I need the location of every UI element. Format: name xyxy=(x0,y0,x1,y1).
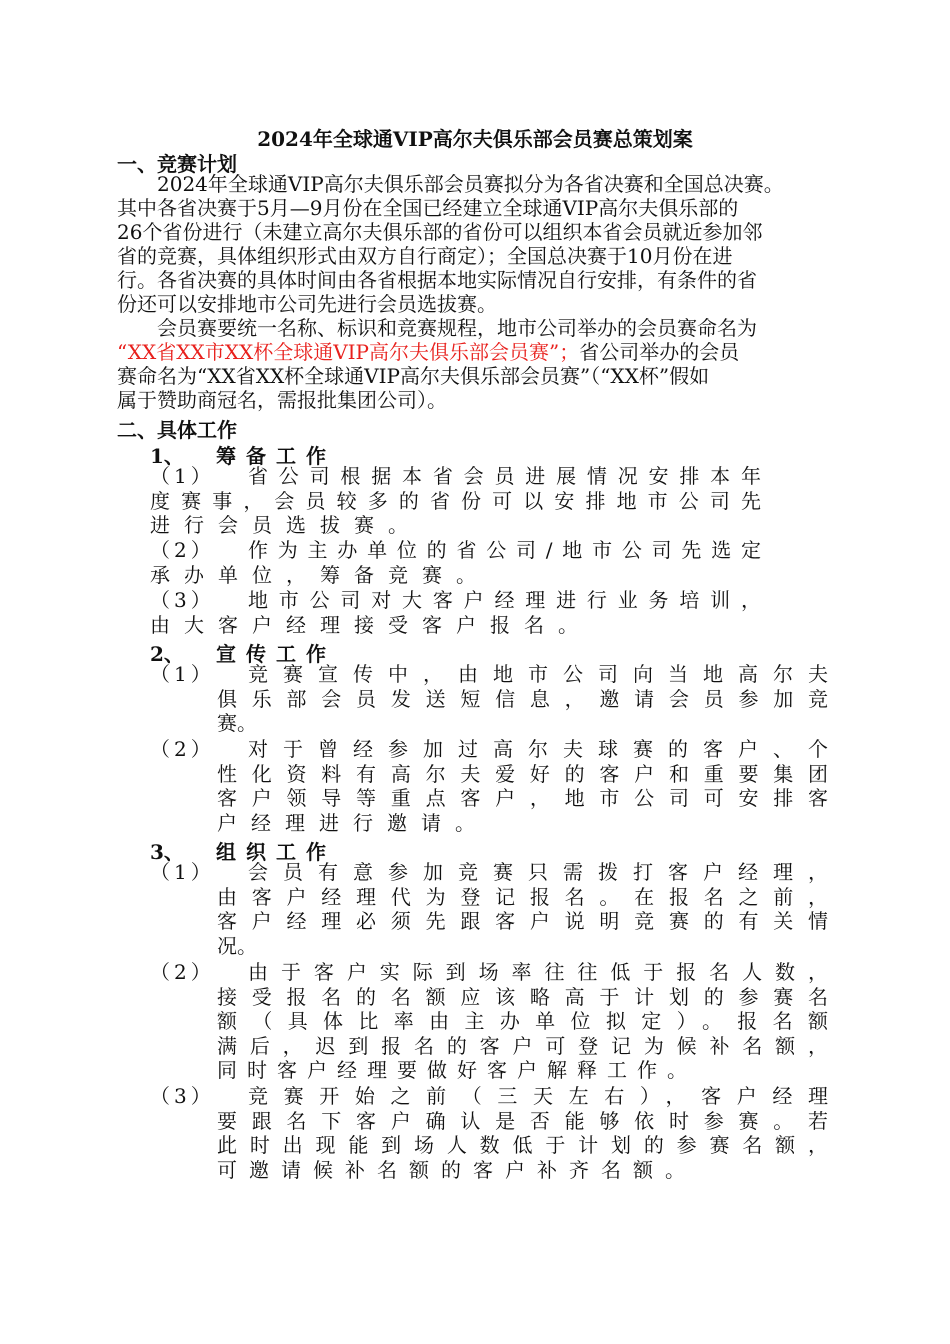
paragraph-plan xyxy=(117,172,837,412)
text-line: 赛命名为“XX省XX杯全球通VIP高尔夫俱乐部会员赛”（“XX杯”假如 xyxy=(117,364,710,388)
subsection-number: 2、 xyxy=(150,642,184,666)
text-line: 由于客户实际到场率往往低于报名人数， xyxy=(248,960,828,984)
text-line: 进行会员选拔赛。 xyxy=(150,513,422,537)
text-line: 省的竞赛，具体组织形式由双方自行商定）；全国总决赛于10月份在进 xyxy=(117,244,733,268)
text-line: 竞赛开始之前（三天左右），客户经理 xyxy=(248,1084,828,1108)
text-line: 满后，迟到报名的客户可登记为候补名额， xyxy=(217,1033,828,1058)
text-line: 竞赛宣传中，由地市公司向当地高尔夫 xyxy=(248,662,828,686)
item-number: （1） xyxy=(150,464,215,488)
section-heading-2: 二、具体工作 xyxy=(117,418,237,442)
subsection-title: 宣传工作 xyxy=(216,642,336,666)
text-span: 省公司举办的会员 xyxy=(579,340,740,364)
text-line: 况。 xyxy=(217,933,257,958)
item-number: （3） xyxy=(150,588,215,612)
text-line: 2024年全球通VIP高尔夫俱乐部会员赛拟分为各省决赛和全国总决赛。 xyxy=(117,172,784,196)
section-heading-1: 一、竞赛计划 xyxy=(117,152,237,176)
text-line: 此时出现能到场人数低于计划的参赛名额， xyxy=(217,1133,828,1157)
text-line: 俱乐部会员发送短信息，邀请会员参加竞 xyxy=(217,686,828,711)
text-line: 属于赞助商冠名，需报批集团公司）。 xyxy=(117,388,447,412)
text-line: 省公司根据本省会员进展情况安排本年 xyxy=(248,464,761,488)
text-line: 份还可以安排地市公司先进行会员选拔赛。 xyxy=(117,292,497,316)
text-line: 行。各省决赛的具体时间由各省根据本地实际情况自行安排，有条件的省 xyxy=(117,268,757,292)
text-line: 度赛事，会员较多的省份可以安排地市公司先 xyxy=(150,488,761,513)
text-line: 由客户经理代为登记报名。在报名之前， xyxy=(217,884,828,909)
document-title: 2024年全球通VIP高尔夫俱乐部会员赛总策划案 xyxy=(257,127,693,151)
text-line: 会员赛要统一名称、标识和竞赛规程，地市公司举办的会员赛命名为 xyxy=(117,316,757,340)
text-line xyxy=(117,340,837,364)
item-number: （2） xyxy=(150,960,215,984)
text-line: 接受报名的名额应该略高于计划的参赛名 xyxy=(217,984,828,1009)
subsection-title: 筹备工作 xyxy=(216,444,336,468)
item-number: （2） xyxy=(150,737,215,761)
item-number: （1） xyxy=(150,662,215,686)
text-line: 客户经理必须先跟客户说明竞赛的有关情 xyxy=(217,909,828,933)
subsection-title: 组织工作 xyxy=(216,840,336,864)
text-line: 赛。 xyxy=(217,711,257,735)
text-line: 其中各省决赛于5月—9月份在全国已经建立全球通VIP高尔夫俱乐部的 xyxy=(117,196,739,220)
text-line: 性化资料有高尔夫爱好的客户和重要集团 xyxy=(217,761,828,786)
text-line: 26个省份进行（未建立高尔夫俱乐部的省份可以组织本省会员就近参加邻 xyxy=(117,220,763,244)
item-number: （3） xyxy=(150,1084,215,1108)
text-line: 要跟名下客户确认是否能够依时参赛。若 xyxy=(217,1108,828,1133)
text-line: 对于曾经参加过高尔夫球赛的客户、个 xyxy=(248,737,828,761)
text-line: 额（具体比率由主办单位拟定）。报名额 xyxy=(217,1009,828,1033)
subsection-number: 3、 xyxy=(150,840,184,864)
text-line: 同时客户经理要做好客户解释工作。 xyxy=(217,1058,697,1082)
text-line: 由大客户经理接受客户报名。 xyxy=(150,612,592,637)
text-line: 作为主办单位的省公司/地市公司先选定 xyxy=(248,538,761,562)
text-line: 会员有意参加竞赛只需拨打客户经理， xyxy=(248,860,828,884)
item-number: （1） xyxy=(150,860,215,884)
text-line: 客户领导等重点客户，地市公司可安排客 xyxy=(217,786,828,810)
text-line: 户经理进行邀请。 xyxy=(217,810,489,835)
text-line: 可邀请候补名额的客户补齐名额。 xyxy=(217,1157,697,1182)
text-line: 地市公司对大客户经理进行业务培训， xyxy=(248,588,761,612)
highlighted-name: “XX省XX市XX杯全球通VIP高尔夫俱乐部会员赛”； xyxy=(117,340,580,364)
subsection-number: 1、 xyxy=(150,444,184,468)
text-line: 承办单位，筹备竞赛。 xyxy=(150,562,490,587)
item-number: （2） xyxy=(150,538,215,562)
